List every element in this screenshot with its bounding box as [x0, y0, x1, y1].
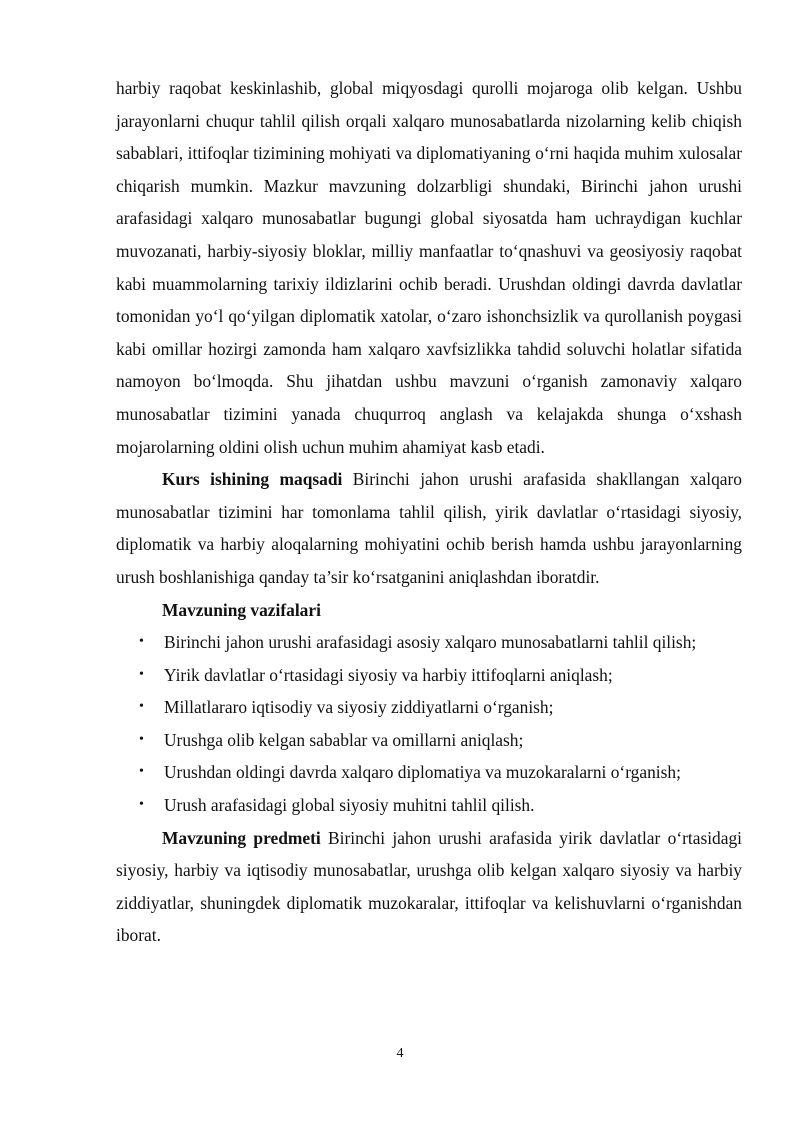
goal-text: Birinchi jahon urushi arafasida shakllangan xalqaro munosabatlar tizimini har tomonlama tahlil qilish, yirik davlatlar o‘rtasidagi siyosiy, diplomatik va harbiy aloqalarning mohiyatini ochib berish hamda ushbu jarayonlarning urush boshlanishiga qanday ta’sir ko‘rsatganini aniqlashdan iboratdir. [116, 469, 742, 587]
subject-label: Mavzuning predmeti [162, 827, 321, 848]
list-item [116, 626, 742, 659]
task-item-text: Urushga olib kelgan sabablar va omillarni aniqlash; [164, 729, 524, 750]
task-item-text: Millatlararo iqtisodiy va siyosiy ziddiyatlarni o‘rganish; [164, 697, 554, 718]
list-item [116, 789, 742, 822]
bullet-icon: • [139, 666, 144, 682]
subject-paragraph [116, 822, 742, 952]
task-item-text: Yirik davlatlar o‘rtasidagi siyosiy va harbiy ittifoqlarni aniqlash; [164, 664, 613, 685]
list-item [116, 691, 742, 724]
task-item-text: Birinchi jahon urushi arafasidagi asosiy xalqaro munosabatlarni tahlil qilish; [164, 632, 697, 653]
intro-paragraph: harbiy raqobat keskinlashib, global miqyosdagi qurolli mojaroga olib kelgan. Ushbu jarayonlarni chuqur tahlil qilish orqali xalqaro munosabatlarda nizolarning kelib chiqish sabablari, ittifoqlar tizimining mohiyati va diplomatiyaning o‘rni haqida muhim xulosalar chiqarish mumkin. Mazkur mavzuning dolzarbligi shundaki, Birinchi jahon urushi arafasidagi xalqaro munosabatlar bugungi global siyosatda ham uchraydigan kuchlar muvozanati, harbiy-siyosiy bloklar, milliy manfaatlar to‘qnashuvi va geosiyosiy raqobat kabi muammolarning tarixiy ildizlarini ochib beradi. Urushdan oldingi davrda davlatlar tomonidan yo‘l qo‘yilgan diplomatik xatolar, o‘zaro ishonchsizlik va qurollanish poygasi kabi omillar hozirgi zamonda ham xalqaro xavfsizlikka tahdid soluvchi holatlar sifatida namoyon bo‘lmoqda. Shu jihatdan ushbu mavzuni o‘rganish zamonaviy xalqaro munosabatlar tizimini yanada chuqurroq anglash va kelajakda shunga o‘xshash mojarolarning oldini olish uchun muhim ahamiyat kasb etadi. [116, 78, 742, 457]
task-item-text: Urush arafasidagi global siyosiy muhitni tahlil qilish. [164, 795, 535, 816]
bullet-icon: • [139, 699, 144, 715]
goal-paragraph [116, 463, 742, 593]
list-item [116, 756, 742, 789]
bullet-icon: • [139, 634, 144, 650]
subject-text: Birinchi jahon urushi arafasida yirik davlatlar o‘rtasidagi siyosiy, harbiy va iqtisodiy munosabatlar, urushga olib kelgan xalqaro siyosiy va harbiy ziddiyatlar, shuningdek diplomatik muzokaralar, ittifoqlar va kelishuvlarni o‘rganishdan iborat. [116, 827, 742, 946]
task-item-text: Urushdan oldingi davrda xalqaro diplomatiya va muzokaralarni o‘rganish; [164, 762, 681, 783]
tasks-heading: Mavzuning vazifalari [162, 599, 321, 620]
tasks-list [116, 626, 742, 822]
list-item [116, 659, 742, 692]
document-page [116, 72, 742, 952]
goal-label: Kurs ishining maqsadi [162, 469, 343, 490]
page-number: 4 [396, 1046, 404, 1061]
bullet-icon: • [139, 731, 144, 747]
bullet-icon: • [139, 797, 144, 813]
bullet-icon: • [139, 764, 144, 780]
list-item [116, 724, 742, 757]
